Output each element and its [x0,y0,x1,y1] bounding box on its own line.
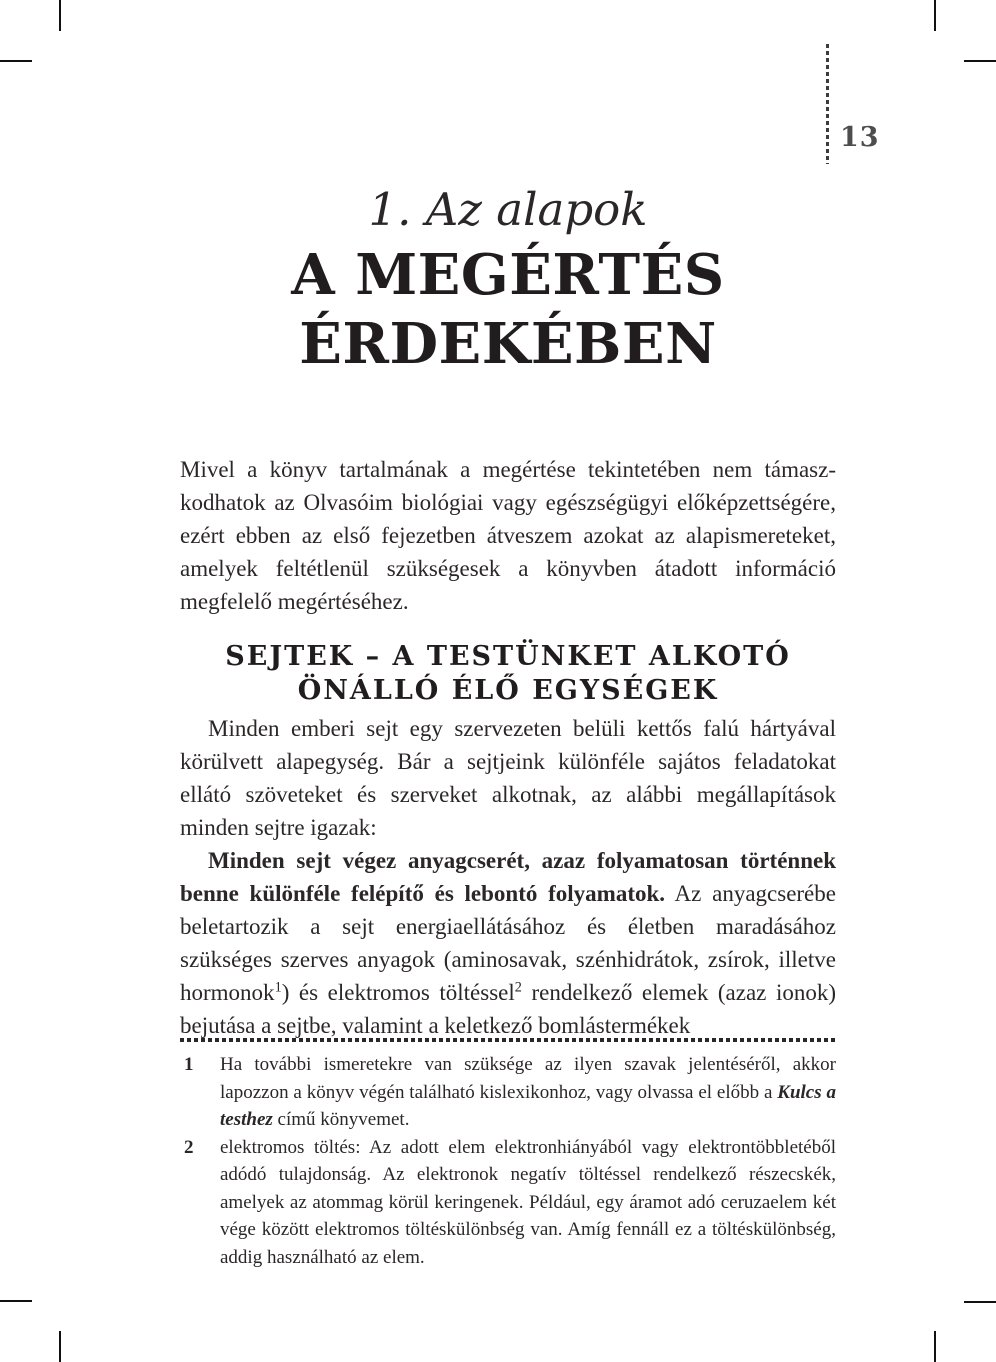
crop-mark-bottom-right-vertical [934,1331,936,1362]
text-column [180,183,836,1042]
chapter-title-line-2: ÉRDEKÉBEN [299,311,717,377]
footnote-2-number: 2 [184,1136,194,1158]
footnote-1-number: 1 [184,1054,194,1075]
section-heading-line-1: SEJTEK – A TESTÜNKET ALKOTÓ [225,641,791,672]
crop-mark-bottom-left-vertical [59,1331,61,1362]
crop-mark-top-left-horizontal [0,60,32,62]
crop-mark-top-right-vertical [934,0,936,31]
crop-mark-bottom-right-horizontal [964,1301,996,1303]
intro-paragraph: Mivel a könyv tartalmának a megértése tekintetében nem támaszkodhatok az Olvasóim biológiai vagy egészségügyi előképzettségére, ezért ebben az első fejezetben átveszem azokat az alapismereteket, amelyek feltétlenül szükségesek a könyvben átadott információ megfelelő megértéséhez. [180,457,836,614]
chapter-title-line-1: A MEGÉRTÉS [291,242,725,308]
crop-mark-top-right-horizontal [964,60,996,62]
page-number: 13 [840,122,880,153]
crop-mark-bottom-left-horizontal [0,1300,32,1302]
footnote-2-text: elektromos töltés: Az adott elem elektronhiányából vagy elektrontöbbletéből adódó tulajdonság. Az elektronok negatív töltéssel rendelkező részecskék, amelyek az atommag körül keringenek. Például, egy áramot adó ceruzaelem két vége között elektromos töltéskülönbség van. Amíg fennáll ez a töltéskülönbség, addig használható az elem. [220,1136,836,1268]
footnote-1-text: Ha további ismeretekre van szüksége az ilyen szavak jelentéséről, akkor lapozzon a könyv végén található kislexikonhoz, vagy olvassa el előbb a Kulcs a testhez című könyvemet. [220,1054,836,1130]
footnote-1 [180,1051,836,1134]
page-number-dotted-rule [826,44,829,164]
section-heading-line-2: ÖNÁLLÓ ÉLŐ EGYSÉGEK [297,675,719,706]
chapter-title [180,241,836,379]
section-paragraph-1: Minden emberi sejt egy szervezeten belüli kettős falú hártyával körülvett alapegység. Bár a sejtjeink különféle sajátos feladatokat ellátó szöveteket és szerveket alkotnak, az alábbi megállapítások minden sejtre igazak: [180,716,836,840]
section-heading [180,640,836,708]
section-paragraph-2: Minden sejt végez anyagcserét, azaz folyamatosan történnek benne különféle felépítő és lebontó folyamatok. Az anyagcserébe beletartozik a sejt energiaellátásához és életben maradásához szükséges szerves anyagok (aminosavak, szénhidrátok, zsírok, illetve hormonok$^1$) és elektromos töltéssel$^2$ rendelkező elemek (azaz ionok) bejutása a sejtbe, valamint a keletkező bomlástermékek [180,848,836,1038]
footnote-2 [180,1134,836,1272]
crop-mark-top-left-vertical [59,0,61,31]
footnotes-block [180,1038,836,1271]
chapter-kicker: 1. Az alapok [368,183,648,236]
footnote-separator-rule [180,1038,836,1042]
